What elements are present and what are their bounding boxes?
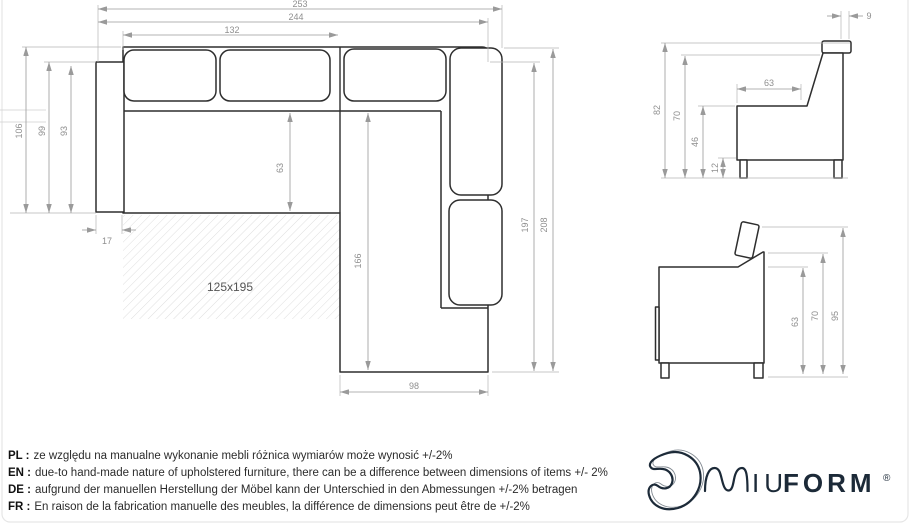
dim-armrest: 17	[101, 236, 113, 246]
dim-total-height: 82	[652, 104, 662, 116]
dim-seat-depth-side: 63	[763, 78, 775, 88]
dim-headrest-depth: 9	[866, 11, 872, 21]
dim-right-depth-outer: 208	[539, 217, 549, 233]
dim-total-height-lower: 95	[830, 310, 840, 322]
dim-back-height: 70	[672, 110, 682, 122]
dim-seat-depth: 63	[275, 162, 285, 174]
dim-chaise-width: 98	[408, 381, 420, 391]
dim-depth-inner: 93	[59, 125, 69, 137]
back-cushion-2	[220, 50, 330, 101]
dim-leg-height: 12	[710, 162, 720, 174]
note-fr-label: FR :	[8, 501, 31, 513]
leg-front	[740, 160, 747, 178]
leg-back	[754, 363, 763, 378]
note-fr	[8, 499, 648, 516]
tolerance-notes	[8, 448, 648, 516]
dim-total-width: 253	[292, 0, 308, 9]
armrest-profile-outline	[659, 252, 764, 363]
dim-seat-height: 46	[690, 136, 700, 148]
dim-body-width: 244	[288, 12, 304, 22]
note-pl	[8, 448, 648, 465]
note-de-label: DE :	[8, 484, 31, 496]
side-seam-strip	[656, 307, 660, 360]
note-pl-text: ze względu na manualne wykonanie mebli różnica wymiarów może wynosić +/-2%	[33, 450, 453, 462]
logo-wave-m-icon	[705, 468, 748, 491]
plan-view	[0, 47, 502, 372]
dim-chaise-inner: 166	[353, 253, 363, 269]
dim-back-height-lower: 70	[810, 310, 820, 322]
note-pl-label: PL :	[8, 450, 30, 462]
logo-text-iu: IU	[752, 468, 788, 498]
back-cushion-1	[124, 50, 216, 101]
note-de	[8, 482, 648, 499]
back-cushion-3	[344, 49, 446, 101]
miuform-logo	[649, 450, 891, 509]
note-en-text: due-to hand-made nature of upholstered furniture, there can be a difference between dimensions of items +/- 2%	[35, 467, 608, 479]
note-fr-text: En raison de la fabrication manuelle des meubles, la différence de dimensions peut être de +/-2%	[34, 501, 530, 513]
dim-total-depth: 106	[14, 123, 24, 139]
sofa-profile-outline	[737, 53, 843, 160]
side-view-lower	[656, 222, 849, 378]
dim-right-depth-inner: 197	[520, 217, 530, 233]
headrest-tilted	[735, 222, 760, 259]
logo-registered-mark: ®	[883, 473, 891, 484]
sleeping-area-label: 125x195	[206, 280, 254, 294]
leg-front	[661, 363, 669, 378]
note-en	[8, 465, 648, 482]
side-cushion-2	[449, 200, 502, 305]
dim-armrest-height: 63	[790, 316, 800, 328]
note-de-text: aufgrund der manuellen Herstellung der Möbel kann der Unterschied in den Abmessungen +/-2% betragen	[35, 484, 578, 496]
logo-bean-echo	[652, 450, 704, 507]
leg-back	[834, 160, 842, 178]
armrest-left	[96, 62, 124, 212]
sleeping-area-hatch	[123, 215, 340, 319]
dim-back-cushions: 132	[224, 25, 240, 35]
side-view-upper	[652, 11, 872, 178]
side-cushion-1	[450, 48, 502, 195]
dim-depth-mid: 99	[37, 125, 47, 137]
note-en-label: EN :	[8, 467, 31, 479]
logo-text-form: FORM	[783, 468, 876, 498]
